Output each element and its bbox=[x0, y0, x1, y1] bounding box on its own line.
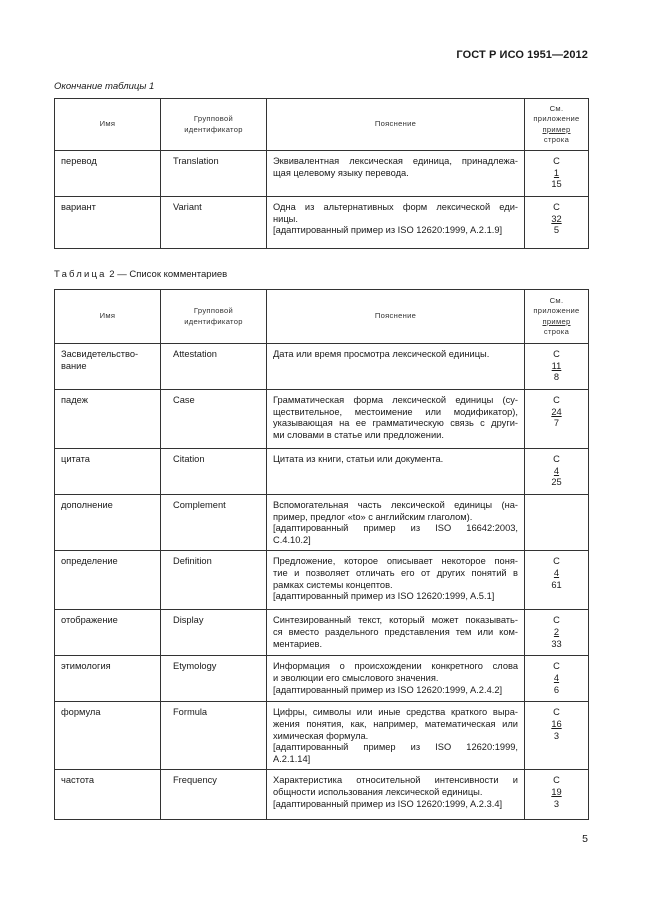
cell-ref bbox=[525, 702, 589, 770]
name-line: определение bbox=[61, 556, 118, 567]
cell-group-id bbox=[161, 449, 267, 495]
cell-name bbox=[55, 197, 161, 249]
group-id-text: Case bbox=[173, 395, 195, 405]
cell-name bbox=[55, 344, 161, 390]
col-name-header: Имя bbox=[55, 290, 161, 344]
cell-ref bbox=[525, 656, 589, 702]
table-row bbox=[55, 390, 589, 449]
name-line: формула bbox=[61, 707, 101, 718]
explanation-line: Эквивалентная лексическая единица, принадлежа- bbox=[273, 156, 518, 166]
cell-name bbox=[55, 656, 161, 702]
cell-ref bbox=[525, 151, 589, 197]
cell-group-id bbox=[161, 551, 267, 610]
cell-name bbox=[55, 702, 161, 770]
cell-explanation bbox=[267, 344, 525, 390]
ref-line: 8 bbox=[553, 372, 560, 383]
cell-name bbox=[55, 610, 161, 656]
cell-name bbox=[55, 390, 161, 449]
cell-explanation bbox=[267, 770, 525, 820]
ref-annex: С bbox=[553, 156, 560, 166]
ref-example[interactable]: 4 bbox=[553, 567, 560, 578]
cell-group-id bbox=[161, 770, 267, 820]
ref-line: 7 bbox=[553, 418, 560, 429]
name-line: вание bbox=[61, 360, 87, 371]
explanation-line: Предложение, которое описывает некоторое поня- bbox=[273, 556, 518, 567]
group-id-text: Display bbox=[173, 615, 204, 626]
name-line: Засвидетельство- bbox=[61, 349, 139, 359]
ref-line: 33 bbox=[551, 638, 562, 649]
explanation-line: [адаптированный пример из ISO 16642:2003, bbox=[273, 523, 518, 534]
group-id-text: Variant bbox=[173, 202, 202, 212]
cell-name bbox=[55, 495, 161, 551]
ref-example[interactable]: 11 bbox=[551, 360, 562, 371]
explanation-line: Информация о происхождении конкретного слова bbox=[273, 661, 518, 672]
ref-line: 15 bbox=[551, 179, 562, 190]
cell-explanation bbox=[267, 495, 525, 551]
ref-annex: С bbox=[553, 202, 560, 212]
ref-annex: С bbox=[553, 454, 560, 464]
name-line: отображение bbox=[61, 615, 118, 626]
cell-group-id bbox=[161, 702, 267, 770]
name-line: перевод bbox=[61, 156, 97, 166]
explanation-line: ми словами в статье или предложении. bbox=[273, 429, 444, 440]
cell-explanation bbox=[267, 390, 525, 449]
explanation-line: рамках системы концептов. bbox=[273, 579, 393, 590]
explanation-line: Синтезированный текст, который может показывать- bbox=[273, 615, 518, 626]
cell-ref bbox=[525, 390, 589, 449]
col-ref-header: См. приложение пример строка bbox=[525, 99, 589, 151]
explanation-line: жения понятия, как, например, математическая или bbox=[273, 718, 518, 729]
explanation-line: и эволюции его смыслового значения. bbox=[273, 672, 439, 683]
cell-group-id bbox=[161, 656, 267, 702]
explanation-line: [адаптированный пример из ISO 12620:1999, A.5.1] bbox=[273, 591, 495, 602]
group-id-text: Complement bbox=[173, 500, 226, 510]
col-group-id-header: Групповой идентификатор bbox=[161, 290, 267, 344]
cell-group-id bbox=[161, 390, 267, 449]
ref-annex: С bbox=[553, 707, 560, 718]
table-row bbox=[55, 610, 589, 656]
ref-example[interactable]: 4 bbox=[553, 672, 560, 683]
explanation-line: [адаптированный пример из ISO 12620:1999, bbox=[273, 742, 518, 753]
group-id-text: Definition bbox=[173, 556, 212, 567]
explanation-line: пример, предлог «to» с английским глаголом). bbox=[273, 511, 473, 522]
ref-line: 5 bbox=[553, 225, 560, 236]
explanation-line: Вспомогательная часть лексической единицы (на- bbox=[273, 500, 518, 510]
col-name-header: Имя bbox=[55, 99, 161, 151]
cell-explanation bbox=[267, 610, 525, 656]
table-row bbox=[55, 770, 589, 820]
table-header-row bbox=[55, 290, 589, 344]
explanation-line: C.4.10.2] bbox=[273, 534, 311, 545]
ref-line: 25 bbox=[551, 477, 562, 488]
explanation-line: A.2.1.14] bbox=[273, 753, 311, 764]
ref-example[interactable]: 24 bbox=[551, 406, 562, 417]
ref-annex: С bbox=[553, 556, 560, 567]
explanation-line: Характеристика относительной интенсивности и bbox=[273, 775, 518, 786]
cell-name bbox=[55, 151, 161, 197]
explanation-line: указывающая на ее грамматическую связь с други- bbox=[273, 418, 518, 429]
explanation-line: химическая формула. bbox=[273, 730, 369, 741]
ref-example[interactable]: 1 bbox=[553, 167, 560, 178]
ref-annex: С bbox=[553, 615, 560, 626]
table2-caption-prefix: Таблица bbox=[54, 269, 107, 280]
ref-line: 3 bbox=[553, 730, 560, 741]
cell-name bbox=[55, 449, 161, 495]
ref-example[interactable]: 2 bbox=[553, 626, 560, 637]
ref-example[interactable]: 19 bbox=[551, 786, 562, 797]
cell-ref bbox=[525, 495, 589, 551]
table-row bbox=[55, 702, 589, 770]
table-2 bbox=[54, 289, 589, 820]
table-1 bbox=[54, 98, 589, 249]
cell-group-id bbox=[161, 197, 267, 249]
ref-line: 61 bbox=[551, 579, 562, 590]
col-explanation-header: Пояснение bbox=[267, 290, 525, 344]
cell-ref bbox=[525, 197, 589, 249]
table2-caption-title: — Список комментариев bbox=[114, 269, 228, 280]
table-row bbox=[55, 344, 589, 390]
table-row bbox=[55, 656, 589, 702]
cell-ref bbox=[525, 344, 589, 390]
explanation-line: [адаптированный пример из ISO 12620:1999, A.2.3.4] bbox=[273, 798, 503, 809]
col-ref-header: См. приложение пример строка bbox=[525, 290, 589, 344]
cell-name bbox=[55, 770, 161, 820]
cell-ref bbox=[525, 770, 589, 820]
ref-annex: С bbox=[553, 661, 560, 672]
explanation-line: ществительное, местоимение или модификатор), bbox=[273, 406, 518, 417]
table-header-row bbox=[55, 99, 589, 151]
table2-caption-number: 2 bbox=[109, 269, 115, 280]
group-id-text: Formula bbox=[173, 707, 208, 718]
cell-explanation bbox=[267, 197, 525, 249]
ref-example[interactable]: 16 bbox=[551, 718, 562, 729]
explanation-line: ницы. bbox=[273, 213, 298, 224]
explanation-line: Одна из альтернативных форм лексической еди- bbox=[273, 202, 518, 212]
document-header: ГОСТ Р ИСО 1951—2012 bbox=[456, 49, 588, 61]
group-id-text: Translation bbox=[173, 156, 219, 166]
explanation-line: ся вместо раздельного представления тем или ком- bbox=[273, 626, 518, 637]
explanation-line: Грамматическая форма лексической единицы (су- bbox=[273, 395, 518, 405]
explanation-line: Цитата из книги, статьи или документа. bbox=[273, 454, 444, 464]
ref-line: 3 bbox=[553, 798, 560, 809]
table-row bbox=[55, 197, 589, 249]
name-line: цитата bbox=[61, 454, 90, 464]
cell-group-id bbox=[161, 495, 267, 551]
group-id-text: Frequency bbox=[173, 775, 217, 786]
explanation-line: щая целевому языку перевода. bbox=[273, 167, 409, 178]
table2-caption bbox=[54, 269, 227, 280]
ref-example[interactable]: 4 bbox=[553, 465, 560, 476]
cell-group-id bbox=[161, 151, 267, 197]
table1-caption: Окончание таблицы 1 bbox=[54, 81, 155, 92]
cell-explanation bbox=[267, 151, 525, 197]
table-row bbox=[55, 151, 589, 197]
cell-ref bbox=[525, 449, 589, 495]
explanation-line: [адаптированный пример из ISO 12620:1999, A.2.1.9] bbox=[273, 225, 503, 236]
cell-ref bbox=[525, 610, 589, 656]
cell-explanation bbox=[267, 656, 525, 702]
group-id-text: Attestation bbox=[173, 349, 217, 359]
ref-annex: С bbox=[553, 349, 560, 359]
explanation-line: ментариев. bbox=[273, 638, 323, 649]
cell-name bbox=[55, 551, 161, 610]
group-id-text: Citation bbox=[173, 454, 205, 464]
cell-explanation bbox=[267, 449, 525, 495]
ref-example[interactable]: 32 bbox=[551, 213, 562, 224]
col-explanation-header: Пояснение bbox=[267, 99, 525, 151]
page-number: 5 bbox=[582, 833, 588, 845]
explanation-line: Цифры, символы или иные средства краткого выра- bbox=[273, 707, 518, 718]
cell-ref bbox=[525, 551, 589, 610]
explanation-line: [адаптированный пример из ISO 12620:1999, A.2.4.2] bbox=[273, 684, 503, 695]
ref-line: 6 bbox=[553, 684, 560, 695]
name-line: частота bbox=[61, 775, 95, 786]
name-line: этимология bbox=[61, 661, 111, 672]
table-row bbox=[55, 495, 589, 551]
group-id-text: Etymology bbox=[173, 661, 217, 672]
name-line: вариант bbox=[61, 202, 96, 212]
col-group-id-header: Групповой идентификатор bbox=[161, 99, 267, 151]
explanation-line: тие и позволяет отличать его от других понятий в bbox=[273, 567, 518, 578]
table-row bbox=[55, 449, 589, 495]
cell-group-id bbox=[161, 344, 267, 390]
name-line: падеж bbox=[61, 395, 88, 405]
table-row bbox=[55, 551, 589, 610]
cell-explanation bbox=[267, 702, 525, 770]
ref-annex: С bbox=[553, 775, 560, 786]
name-line: дополнение bbox=[61, 500, 113, 510]
cell-explanation bbox=[267, 551, 525, 610]
ref-annex: С bbox=[553, 395, 560, 405]
cell-group-id bbox=[161, 610, 267, 656]
explanation-line: общности использования лексической единицы. bbox=[273, 786, 483, 797]
explanation-line: Дата или время просмотра лексической единицы. bbox=[273, 349, 490, 359]
